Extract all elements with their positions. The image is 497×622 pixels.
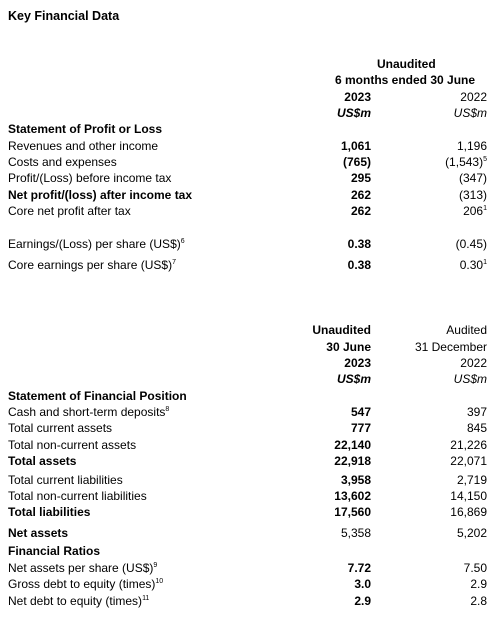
footnote-marker: 1 (483, 259, 487, 266)
fp-row-value-2022: 21,226 (450, 438, 487, 452)
pl-row-label: Net profit/(loss) after income tax (8, 188, 193, 202)
value-text: (1,543) (445, 155, 484, 169)
fp-row-label: Total current assets (8, 421, 113, 435)
pl-row-value-2022: 1,196 (456, 139, 487, 153)
pl-row-value-2023: 295 (350, 171, 371, 185)
net-assets-label: Net assets (8, 526, 69, 540)
fp-row-value-2022: 2,719 (456, 473, 487, 487)
footnote-marker: 9 (153, 562, 158, 569)
ratio-value-2022: 2.9 (470, 577, 487, 591)
fp-header-31-december: 31 December (414, 340, 487, 354)
label-text: Net debt to equity (times) (8, 594, 143, 608)
pl-row-label: Costs and expenses (8, 155, 117, 169)
footnote-marker: 11 (142, 595, 150, 602)
eps-label (8, 237, 185, 251)
fp-row-label: Total current liabilities (8, 473, 123, 487)
footnote-marker: 7 (172, 259, 176, 266)
label-text: Gross debt to equity (times) (8, 577, 156, 591)
fp-row-value-2023: 3,958 (340, 473, 371, 487)
net-assets-value-2022: 5,202 (456, 526, 487, 540)
fp-row-value-2023: 13,602 (334, 489, 371, 503)
fp-header-year-2022: 2022 (460, 356, 487, 370)
value-text: 0.30 (459, 258, 484, 272)
footnote-marker: 10 (155, 578, 164, 585)
ratio-value-2022: 7.50 (463, 561, 487, 575)
fp-header-year-2023: 2023 (344, 356, 371, 370)
pl-header-year-2022: 2022 (460, 90, 487, 104)
eps-value-2023: 0.38 (347, 237, 371, 251)
page-title: Key Financial Data (8, 9, 120, 23)
fp-row-value-2023: 17,560 (334, 505, 371, 519)
fp-row-value-2023: 547 (350, 405, 371, 419)
value-text: 206 (463, 204, 484, 218)
ratios-title: Financial Ratios (8, 544, 101, 558)
fp-row-value-2023: 22,918 (334, 454, 371, 468)
pl-row-label: Core net profit after tax (8, 204, 131, 218)
fp-header-audited: Audited (446, 323, 487, 337)
fp-section-title: Statement of Financial Position (8, 389, 187, 403)
pl-header-unaudited: Unaudited (377, 57, 436, 71)
fp-header-unit-2022: US$m (453, 372, 487, 386)
pl-row-value-2023: 262 (350, 188, 371, 202)
pl-header-unit-2022: US$m (453, 106, 487, 120)
fp-row-value-2022: 14,150 (450, 489, 487, 503)
fp-row-value-2022: 397 (466, 405, 487, 419)
ratio-value-2022: 2.8 (470, 594, 487, 608)
fp-row-label (8, 405, 169, 419)
fp-row-label: Total non-current liabilities (8, 489, 147, 503)
fp-header-unit-2023: US$m (336, 372, 371, 386)
fp-row-label: Total assets (8, 454, 77, 468)
pl-row-label: Profit/(Loss) before income tax (8, 171, 172, 185)
label-text: Core earnings per share (US$) (8, 258, 173, 272)
pl-header-year-2023: 2023 (344, 90, 371, 104)
fp-header-30-june: 30 June (326, 340, 371, 354)
fp-row-value-2022: 22,071 (450, 454, 487, 468)
pl-row-value-2023: (765) (342, 155, 371, 169)
fp-row-value-2023: 777 (350, 421, 371, 435)
ratio-label (8, 561, 157, 575)
pl-header-unit-2023: US$m (336, 106, 371, 120)
core-eps-value-2023: 0.38 (347, 258, 371, 272)
ratio-label (8, 577, 163, 591)
ratio-value-2023: 7.72 (347, 561, 371, 575)
pl-row-value-2023: 262 (350, 204, 371, 218)
label-text: Earnings/(Loss) per share (US$) (8, 237, 181, 251)
footnote-marker: 5 (483, 156, 487, 163)
pl-row-value-2022: (347) (458, 171, 487, 185)
ratio-value-2023: 2.9 (354, 594, 371, 608)
footnote-marker: 6 (180, 238, 185, 245)
fp-header-unaudited: Unaudited (312, 323, 371, 337)
label-text: Cash and short-term deposits (8, 405, 166, 419)
fp-row-label: Total non-current assets (8, 438, 137, 452)
core-eps-value-2022 (460, 258, 487, 272)
fp-row-value-2022: 16,869 (450, 505, 487, 519)
net-assets-value-2023: 5,358 (340, 526, 371, 540)
ratio-label (8, 594, 149, 608)
pl-row-value-2023: 1,061 (340, 139, 371, 153)
pl-row-value-2022: (313) (458, 188, 487, 202)
footnote-marker: 1 (483, 205, 487, 212)
eps-value-2022: (0.45) (455, 237, 487, 251)
footnote-marker: 8 (165, 406, 170, 413)
fp-row-value-2022: 845 (466, 421, 487, 435)
fp-row-value-2023: 22,140 (334, 438, 371, 452)
pl-section-title: Statement of Profit or Loss (8, 122, 163, 136)
pl-row-label: Revenues and other income (8, 139, 159, 153)
core-eps-label (8, 258, 176, 272)
pl-row-value-2022 (445, 155, 487, 169)
fp-row-label: Total liabilities (8, 505, 91, 519)
pl-header-period: 6 months ended 30 June (335, 73, 476, 87)
pl-row-value-2022 (463, 204, 487, 218)
label-text: Net assets per share (US$) (8, 561, 154, 575)
ratio-value-2023: 3.0 (354, 577, 371, 591)
